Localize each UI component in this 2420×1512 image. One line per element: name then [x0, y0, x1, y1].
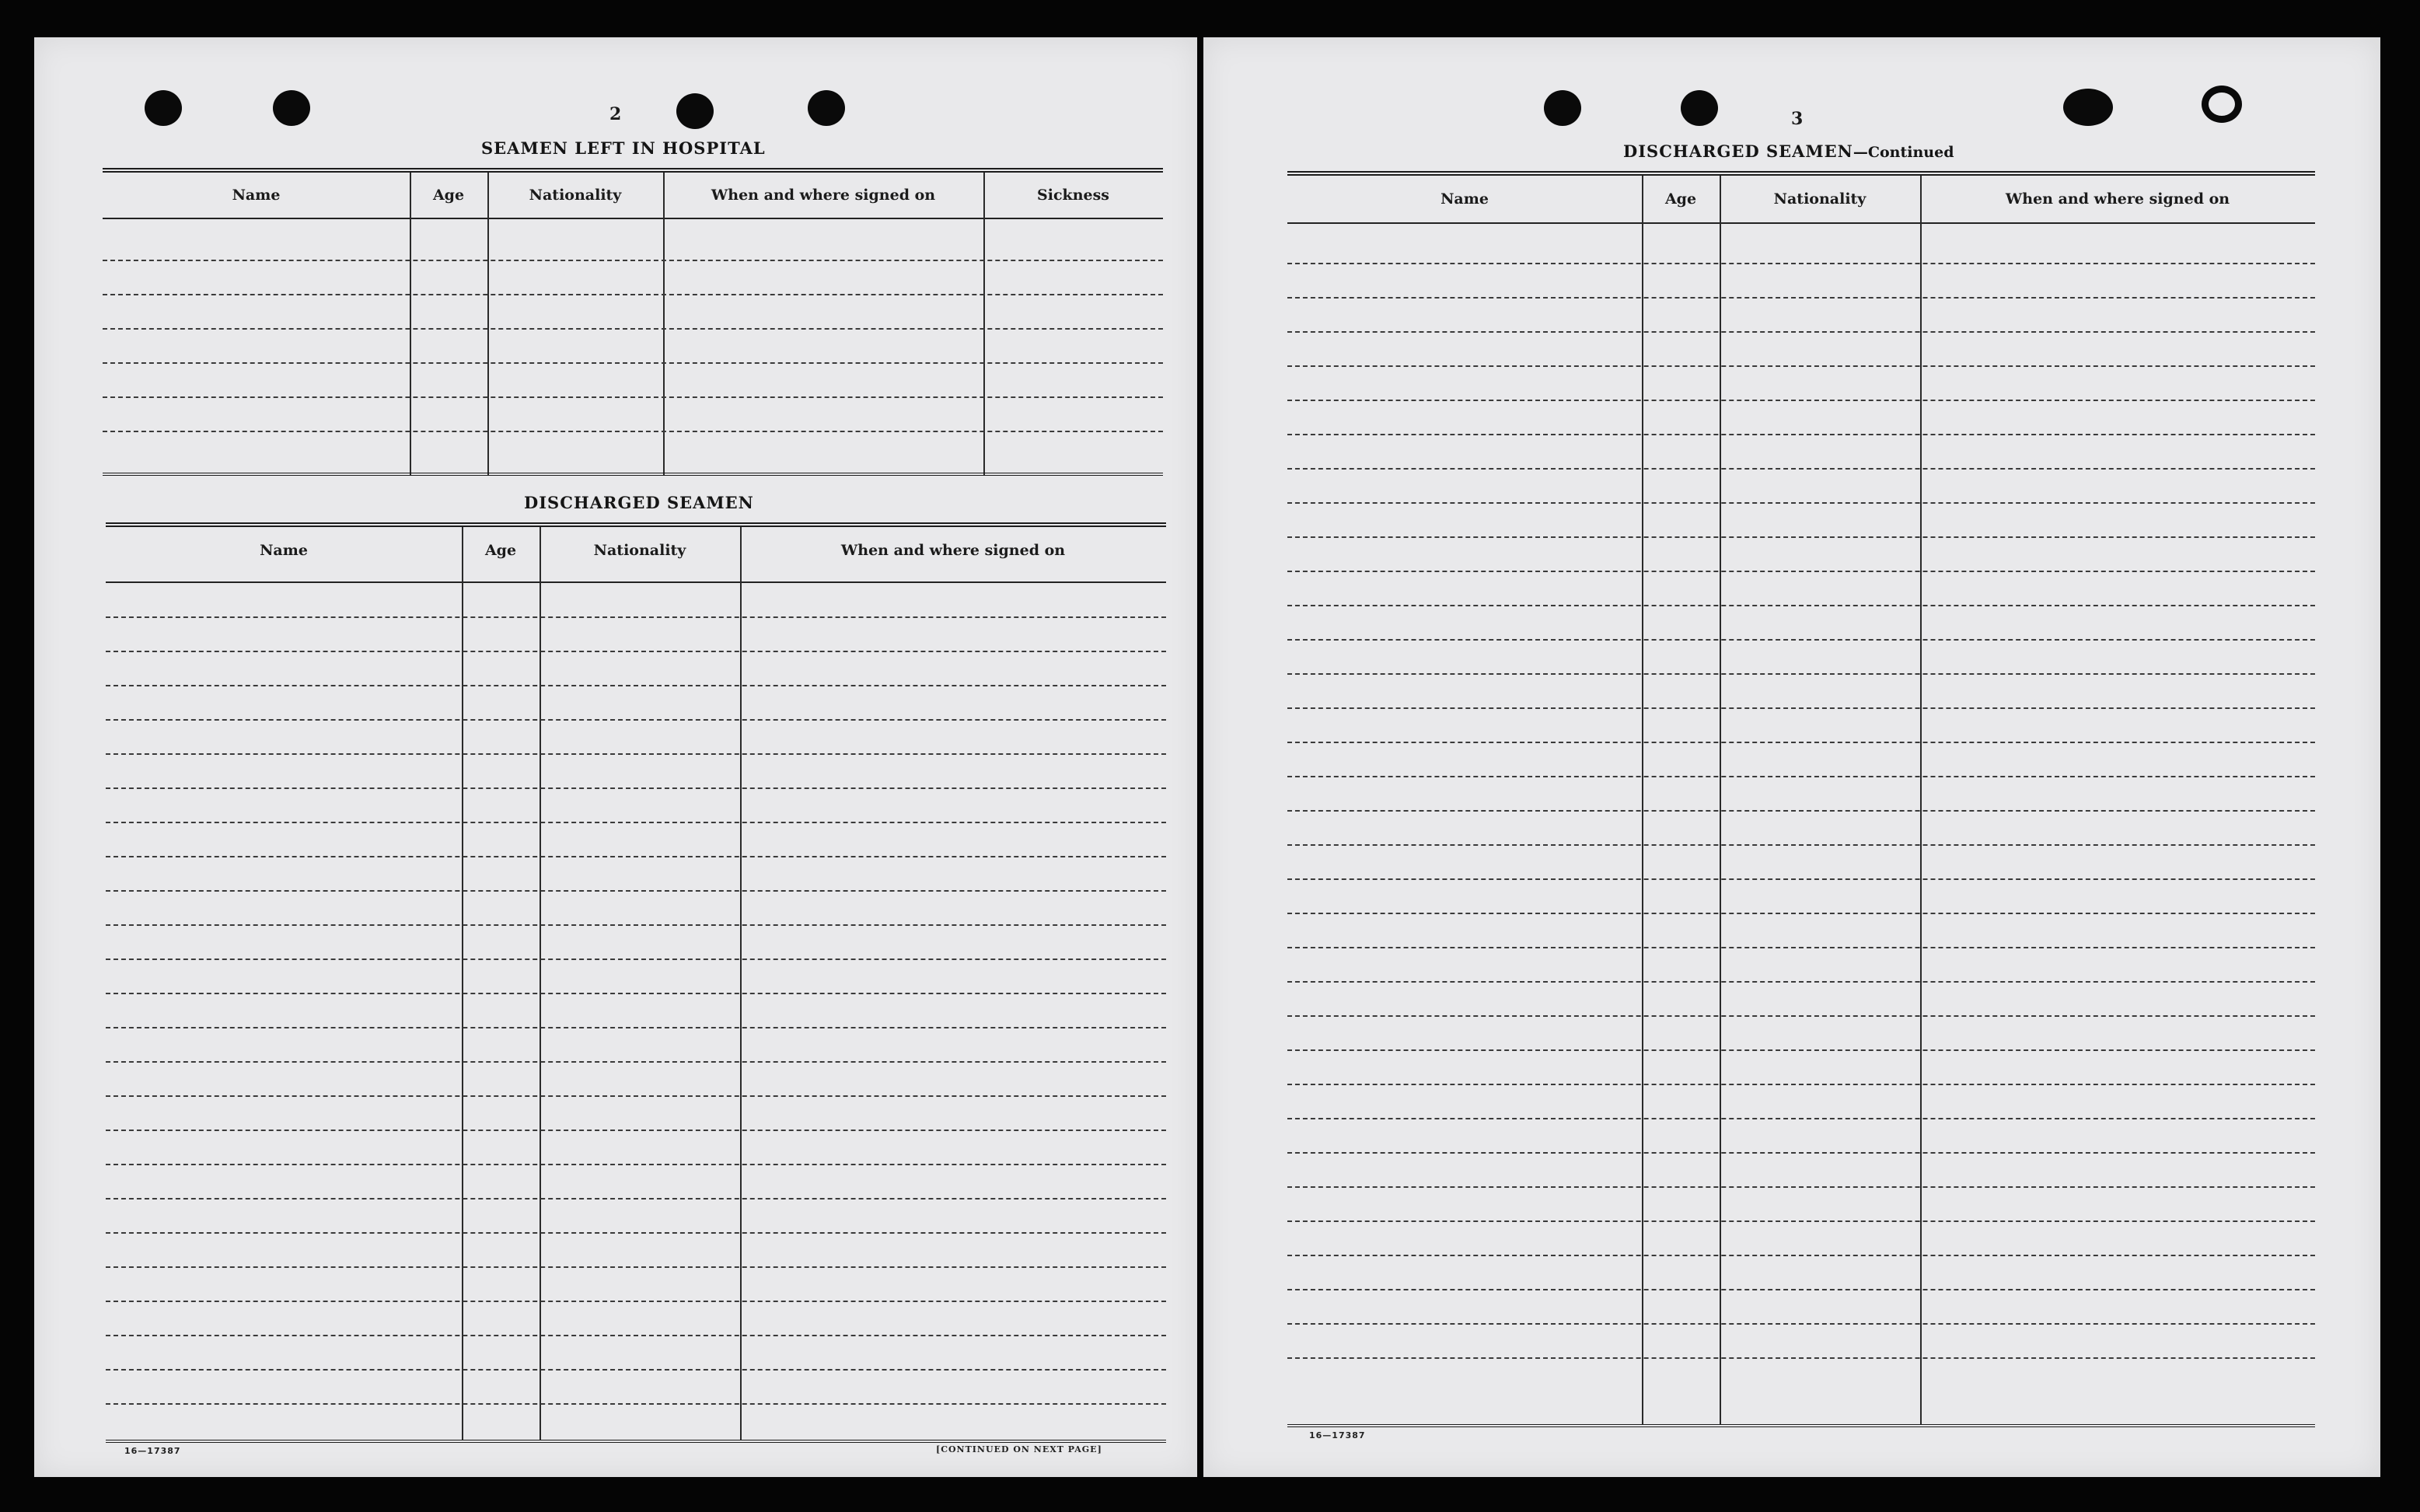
column-divider	[462, 527, 463, 1440]
row-rule	[106, 753, 1166, 755]
continued-note: [CONTINUED ON NEXT PAGE]	[936, 1444, 1102, 1454]
column-header: Nationality	[1773, 190, 1867, 208]
row-rule	[106, 1164, 1166, 1165]
row-rule	[1287, 1255, 2315, 1256]
row-rule	[1287, 400, 2315, 401]
column-header: When and where signed on	[2005, 190, 2230, 208]
column-divider	[1642, 176, 1643, 1424]
row-rule	[103, 260, 1163, 261]
row-rule	[1287, 639, 2315, 641]
section-title-suffix: —Continued	[1853, 144, 1954, 161]
row-rule	[1287, 981, 2315, 983]
row-rule	[1287, 468, 2315, 470]
column-header: Age	[484, 542, 517, 559]
row-rule	[106, 822, 1166, 823]
row-rule	[106, 1061, 1166, 1063]
section-title-main: DISCHARGED SEAMEN	[1623, 141, 1853, 161]
row-rule	[106, 1369, 1166, 1371]
row-rule	[1287, 365, 2315, 367]
binder-hole	[2063, 89, 2113, 126]
row-rule	[1287, 1357, 2315, 1359]
row-rule	[106, 1403, 1166, 1405]
row-rule	[1287, 536, 2315, 538]
row-rule	[106, 1198, 1166, 1199]
page-number: 2	[609, 104, 622, 124]
row-rule	[1287, 1152, 2315, 1154]
row-rule	[106, 1301, 1166, 1302]
row-rule	[106, 890, 1166, 892]
row-rule	[1287, 1289, 2315, 1290]
column-divider	[540, 527, 541, 1440]
row-rule	[1287, 1186, 2315, 1188]
left-page	[34, 37, 1197, 1477]
hospital-section-title: SEAMEN LEFT IN HOSPITAL	[481, 138, 766, 158]
column-header: When and where signed on	[840, 542, 1066, 559]
row-rule	[103, 431, 1163, 432]
right-page	[1203, 37, 2380, 1477]
discharged-section-title: DISCHARGED SEAMEN	[524, 493, 754, 512]
row-rule	[103, 362, 1163, 364]
row-rule	[1287, 776, 2315, 777]
table-bottom-rule	[106, 1440, 1166, 1443]
row-rule	[1287, 571, 2315, 572]
row-rule	[1287, 263, 2315, 264]
binder-hole	[676, 93, 714, 129]
row-rule	[1287, 707, 2315, 709]
column-header: When and where signed on	[711, 187, 936, 204]
discharged-table	[106, 522, 1166, 1443]
row-rule	[1287, 297, 2315, 299]
binder-hole	[1681, 90, 1718, 126]
row-rule	[106, 959, 1166, 960]
row-rule	[106, 685, 1166, 686]
row-rule	[106, 1335, 1166, 1336]
table-bottom-rule	[103, 473, 1163, 476]
row-rule	[1287, 913, 2315, 914]
row-rule	[106, 616, 1166, 618]
row-rule	[1287, 1015, 2315, 1017]
column-header: Name	[260, 542, 308, 559]
binder-hole	[808, 90, 845, 126]
row-rule	[106, 1130, 1166, 1131]
column-header: Nationality	[529, 187, 622, 204]
column-header: Age	[432, 187, 465, 204]
row-rule	[1287, 605, 2315, 606]
table-bottom-rule	[1287, 1424, 2315, 1427]
row-rule	[1287, 1084, 2315, 1085]
row-rule	[1287, 1049, 2315, 1051]
column-header: Sickness	[1037, 187, 1109, 204]
row-rule	[1287, 742, 2315, 743]
row-rule	[106, 993, 1166, 994]
binder-hole	[145, 90, 182, 126]
row-rule	[103, 328, 1163, 330]
discharged-continued-table	[1287, 171, 2315, 1427]
column-divider	[1720, 176, 1721, 1424]
row-rule	[1287, 502, 2315, 504]
row-rule	[106, 856, 1166, 857]
row-rule	[1287, 844, 2315, 846]
row-rule	[1287, 810, 2315, 812]
row-rule	[103, 396, 1163, 398]
row-rule	[1287, 331, 2315, 333]
binder-hole	[1544, 90, 1581, 126]
column-header: Nationality	[593, 542, 686, 559]
column-header: Name	[232, 187, 281, 204]
row-rule	[1287, 878, 2315, 880]
row-rule	[1287, 434, 2315, 435]
form-code: 16—17387	[124, 1446, 181, 1456]
row-rule	[103, 294, 1163, 295]
row-rule	[1287, 673, 2315, 675]
binder-hole	[273, 90, 310, 126]
column-header: Age	[1664, 190, 1697, 208]
row-rule	[106, 787, 1166, 789]
row-rule	[106, 1095, 1166, 1097]
hospital-table	[103, 168, 1163, 476]
row-rule	[1287, 947, 2315, 948]
column-divider	[740, 527, 742, 1440]
page-number: 3	[1791, 109, 1804, 129]
column-divider	[1920, 176, 1922, 1424]
column-header: Name	[1440, 190, 1489, 208]
row-rule	[106, 719, 1166, 721]
row-rule	[106, 651, 1166, 652]
row-rule	[106, 1266, 1166, 1268]
row-rule	[106, 1027, 1166, 1028]
row-rule	[1287, 1323, 2315, 1325]
row-rule	[106, 1232, 1166, 1234]
form-code: 16—17387	[1309, 1430, 1366, 1440]
discharged-continued-section-title	[1623, 141, 1954, 161]
row-rule	[1287, 1220, 2315, 1222]
binder-hole-torn	[2202, 86, 2242, 123]
row-rule	[1287, 1118, 2315, 1119]
row-rule	[106, 924, 1166, 926]
